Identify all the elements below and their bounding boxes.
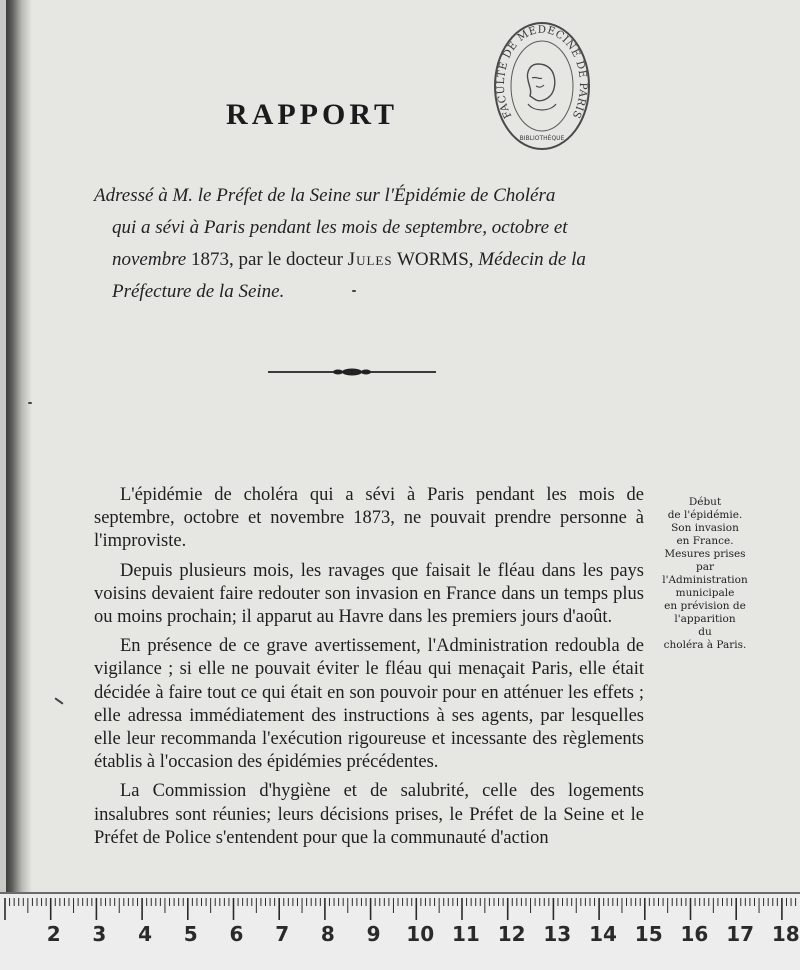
ruler-number: 18 [771,922,800,946]
ruler-number: 2 [46,922,61,946]
ruler-number: 17 [726,922,755,946]
margin-note-line: en France. [676,535,734,547]
subtitle-line: qui a sévi à Paris pendant les mois de septembre, octobre et [112,217,568,238]
paragraph: La Commission d'hygiène et de salubrité, celle des logements insalubres sont réunies; leurs décisions prises, le Préfet de la Seine et le Préfet de Police s'entendent pour que la communauté d'action [94,781,644,848]
ruler-number: 5 [183,922,198,946]
author-first-name: Jules [347,249,393,270]
document-page [6,0,800,892]
ruler-number: 10 [406,922,435,946]
report-title: RAPPORT [226,98,398,131]
subtitle-line: Adressé à M. le Préfet de la Seine sur l'Épidémie de Choléra [94,185,556,206]
margin-note-line: Début [688,496,722,508]
margin-note-line: par [695,561,714,573]
margin-note-line: de l'épidémie. [667,509,743,521]
ink-mark [28,402,32,404]
paragraph: En présence de ce grave avertissement, l'Administration redoubla de vigilance ; si elle ne pouvait éviter le fléau qui menaçait Paris, elle était décidée à faire tout ce qui était en son pouvoir pour en atténuer les effets ; elle adressa immédiatement des instructions à ses agents, par lesquelles elle leur recommanda l'exécution rigoureuse et incessante des règlements établis à l'occasion des épidémies précédentes. [94,636,644,773]
subtitle-text: 1873, par le docteur [186,249,348,270]
ruler-number: 6 [229,922,244,946]
ruler-number: 14 [589,922,617,946]
margin-note-line: municipale [675,587,735,599]
body-text [94,484,644,856]
author-last-name: WORMS, [392,249,479,270]
subtitle-line: Préfecture de la Seine. [112,281,285,302]
subtitle-line [94,244,644,276]
ruler-number: 3 [92,922,107,946]
ink-mark [352,290,356,292]
report-subtitle [94,180,644,308]
margin-note-line: choléra à Paris. [663,639,747,651]
stamp-inner-text: BIBLIOTHÈQUE [519,135,565,142]
ruler-number: 7 [275,922,290,946]
ruler-number: 8 [320,922,335,946]
ruler-number: 9 [366,922,381,946]
margin-note-line: l'Administration [662,574,748,586]
ruler-number: 16 [680,922,709,946]
ruler-number: 11 [452,922,480,946]
ornament-divider [268,366,436,378]
measuring-ruler [0,892,800,970]
library-stamp [492,20,592,152]
torn-left-edge [6,0,32,892]
subtitle-word: novembre [112,249,187,270]
ruler-number: 4 [138,922,153,946]
ruler-number: 13 [543,922,572,946]
margin-note-line: du [698,626,712,638]
margin-note-line: en prévision de [664,600,746,612]
margin-note-line: Son invasion [671,522,739,534]
ruler-number: 12 [497,922,526,946]
paragraph: L'épidémie de choléra qui a sévi à Paris pendant les mois de septembre, octobre et novembre 1873, ne pouvait prendre personne à l'improviste. [94,485,644,552]
margin-note-line: Mesures prises [664,548,746,560]
ruler-number: 15 [634,922,663,946]
margin-note-line: l'apparition [674,613,736,625]
paragraph: Depuis plusieurs mois, les ravages que faisait le fléau dans les pays voisins devaient faire redouter son invasion en France dans un temps plus ou moins prochain; il apparut au Havre dans les premiers jours d'août. [94,560,644,628]
margin-note [649,496,761,652]
author-title: Médecin de la [478,249,586,270]
stamp-text: FACULTÉ DE MÉDECINE DE PARIS [494,23,590,121]
ink-mark [54,697,63,704]
